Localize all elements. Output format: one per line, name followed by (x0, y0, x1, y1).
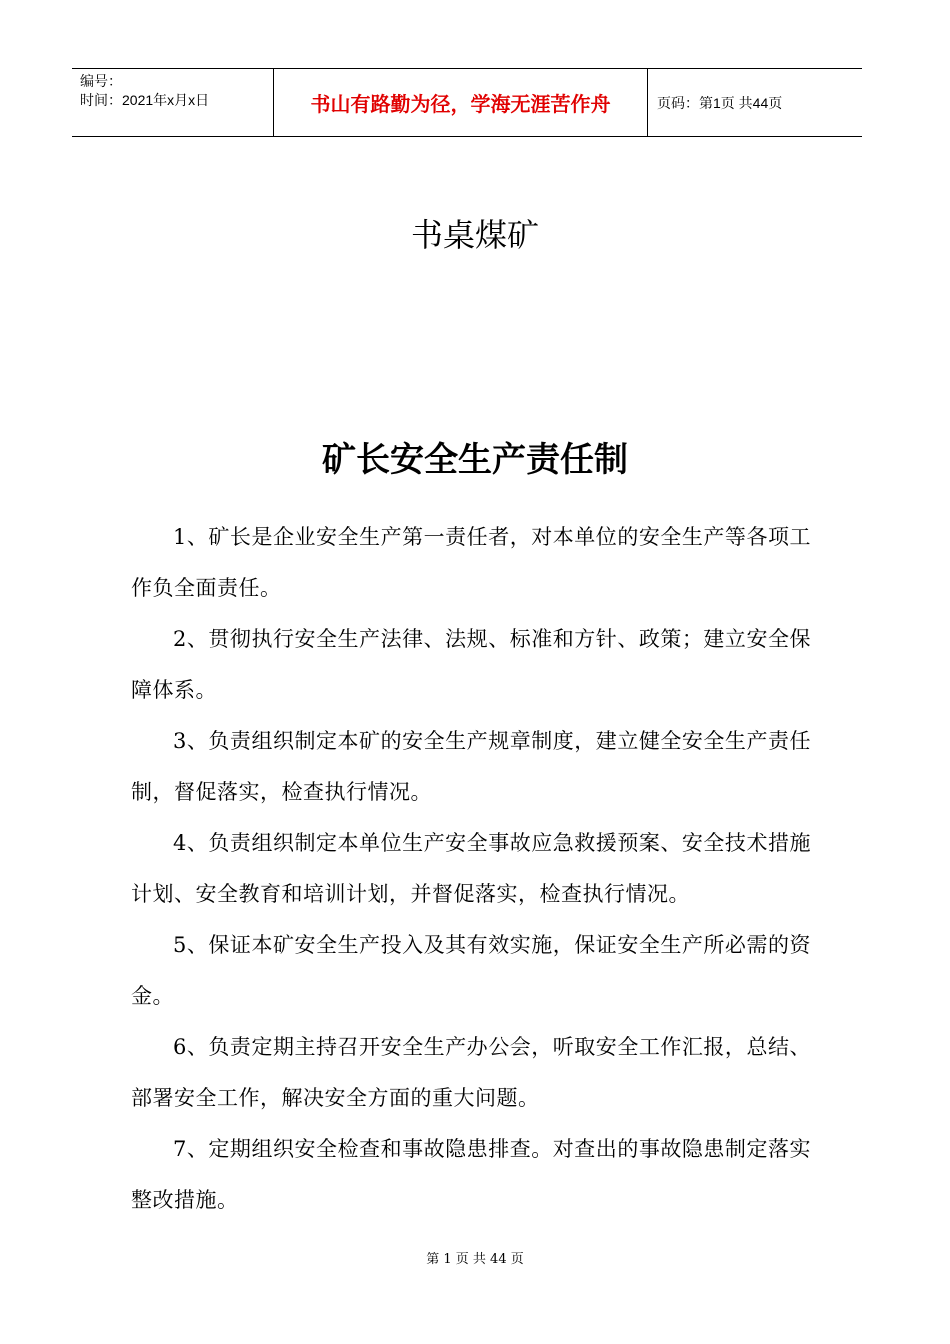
document-title: 矿长安全生产责任制 (322, 440, 628, 480)
document-date-label: 时间：2021年x月x日 (80, 92, 210, 108)
paragraph-6: 6、负责定期主持召开安全生产办公会，听取安全工作汇报，总结、部署安全工作，解决安全方面的重大问题。 (131, 1035, 811, 1110)
document-number-label: 编号： (80, 73, 122, 89)
header-meta (72, 69, 273, 136)
paragraph-5: 5、保证本矿安全生产投入及其有效实施，保证安全生产所必需的资金。 (131, 933, 811, 1008)
paragraph-7: 7、定期组织安全检查和事故隐患排查。对查出的事故隐患制定落实整改措施。 (131, 1137, 811, 1212)
paragraph-4: 4、负责组织制定本单位生产安全事故应急救援预案、安全技术措施计划、安全教育和培训计划，并督促落实，检查执行情况。 (131, 831, 811, 906)
page-footer: 第 1 页 共 44 页 (426, 1252, 524, 1267)
paragraph-1: 1、矿长是企业安全生产第一责任者，对本单位的安全生产等各项工作负全面责任。 (131, 525, 811, 600)
header-motto: 书山有路勤为径，学海无涯苦作舟 (273, 69, 648, 136)
document-body (131, 512, 811, 1226)
paragraph-3: 3、负责组织制定本矿的安全生产规章制度，建立健全安全生产责任制，督促落实，检查执行情况。 (131, 729, 811, 804)
header-page-info: 页码：第1页 共44页 (657, 94, 783, 111)
company-name: 书桌煤矿 (410, 216, 539, 254)
page-header (72, 68, 862, 137)
paragraph-2: 2、贯彻执行安全生产法律、法规、标准和方针、政策；建立安全保障体系。 (131, 627, 811, 702)
